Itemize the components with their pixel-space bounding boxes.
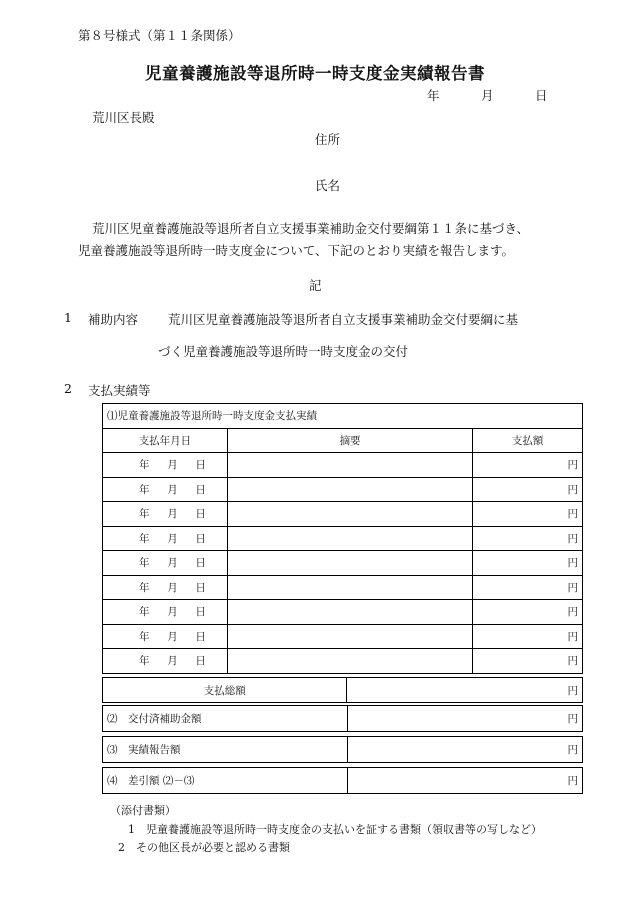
address-label: 住所 bbox=[315, 132, 341, 147]
date-day: 日 bbox=[535, 88, 548, 103]
payment-date-cell: 年 月 日 bbox=[103, 600, 228, 625]
total-row bbox=[103, 678, 583, 703]
table-caption: ⑴児童養護施設等退所時一時支度金支払実績 bbox=[103, 404, 583, 429]
table-row bbox=[103, 624, 583, 649]
section2-label: 支払実績等 bbox=[88, 383, 151, 398]
paragraph-line-1: 荒川区児童養護施設等退所者自立支援事業補助金交付要綱第１１条に基づき、 bbox=[92, 221, 530, 236]
amount-cell: 円 bbox=[473, 453, 583, 478]
amount-cell: 円 bbox=[473, 551, 583, 576]
difference-amount: 円 bbox=[347, 768, 583, 794]
section1-number: 1 bbox=[64, 310, 72, 325]
summary-cell bbox=[227, 502, 472, 527]
table-row bbox=[103, 477, 583, 502]
table-row bbox=[103, 649, 583, 674]
payment-date-cell: 年 月 日 bbox=[103, 526, 228, 551]
table-row bbox=[103, 575, 583, 600]
difference-row bbox=[103, 768, 583, 794]
report-label: ⑶ 実績報告額 bbox=[103, 737, 348, 763]
payment-table bbox=[102, 403, 583, 674]
summary-cell bbox=[227, 551, 472, 576]
summary-cell bbox=[227, 477, 472, 502]
page-title: 児童養護施設等退所時一時支度金実績報告書 bbox=[145, 64, 485, 83]
summary-cell bbox=[227, 624, 472, 649]
table-header-row bbox=[103, 428, 583, 453]
attachment-item-2: 2 その他区長が必要と認める書類 bbox=[118, 841, 290, 854]
table-row bbox=[103, 526, 583, 551]
payment-date-cell: 年 月 日 bbox=[103, 649, 228, 674]
paragraph-line-2: 児童養護施設等退所時一時支度金について、下記のとおり実績を報告します。 bbox=[78, 243, 515, 258]
difference-table bbox=[102, 767, 583, 794]
attachment-item-1: 1 児童養護施設等退所時一時支度金の支払いを証する書類（領収書等の写しなど） bbox=[128, 823, 542, 836]
date-month: 月 bbox=[481, 88, 494, 103]
section2-number: 2 bbox=[64, 381, 72, 396]
name-label: 氏名 bbox=[315, 178, 341, 193]
report-row bbox=[103, 737, 583, 763]
amount-cell: 円 bbox=[473, 575, 583, 600]
report-table bbox=[102, 736, 583, 763]
date-year: 年 bbox=[427, 88, 440, 103]
table-row bbox=[103, 600, 583, 625]
payment-date-cell: 年 月 日 bbox=[103, 453, 228, 478]
section1-content-line-1: 荒川区児童養護施設等退所者自立支援事業補助金交付要綱に基 bbox=[168, 312, 519, 327]
table-row bbox=[103, 551, 583, 576]
table-caption-row bbox=[103, 404, 583, 429]
summary-cell bbox=[227, 453, 472, 478]
header-payment-date: 支払年月日 bbox=[103, 428, 228, 453]
amount-cell: 円 bbox=[473, 502, 583, 527]
ki-heading: 記 bbox=[309, 278, 322, 293]
total-label: 支払総額 bbox=[103, 678, 347, 703]
subsidy-amount: 円 bbox=[347, 706, 583, 732]
section1-label: 補助内容 bbox=[88, 312, 139, 327]
amount-cell: 円 bbox=[473, 526, 583, 551]
form-number: 第８号様式（第１１条関係） bbox=[78, 28, 241, 43]
subsidy-label: ⑵ 交付済補助金額 bbox=[103, 706, 348, 732]
amount-cell: 円 bbox=[473, 477, 583, 502]
summary-cell bbox=[227, 526, 472, 551]
header-summary: 摘要 bbox=[227, 428, 472, 453]
difference-label: ⑷ 差引額 ⑵－⑶ bbox=[103, 768, 348, 794]
payment-date-cell: 年 月 日 bbox=[103, 551, 228, 576]
total-amount: 円 bbox=[347, 678, 583, 703]
payment-date-cell: 年 月 日 bbox=[103, 575, 228, 600]
amount-cell: 円 bbox=[473, 600, 583, 625]
attachments-heading: （添付書類） bbox=[110, 804, 176, 817]
report-amount: 円 bbox=[347, 737, 583, 763]
payment-date-cell: 年 月 日 bbox=[103, 624, 228, 649]
summary-cell bbox=[227, 649, 472, 674]
table-row bbox=[103, 453, 583, 478]
section1-content-line-2: づく児童養護施設等退所時一時支度金の交付 bbox=[158, 344, 409, 359]
table-row bbox=[103, 502, 583, 527]
payment-date-cell: 年 月 日 bbox=[103, 477, 228, 502]
subsidy-row bbox=[103, 706, 583, 732]
summary-cell bbox=[227, 600, 472, 625]
subsidy-table bbox=[102, 705, 583, 732]
amount-cell: 円 bbox=[473, 649, 583, 674]
payment-date-cell: 年 月 日 bbox=[103, 502, 228, 527]
amount-cell: 円 bbox=[473, 624, 583, 649]
addressee: 荒川区長殿 bbox=[92, 110, 155, 125]
total-table bbox=[102, 677, 583, 703]
summary-cell bbox=[227, 575, 472, 600]
header-amount: 支払額 bbox=[473, 428, 583, 453]
